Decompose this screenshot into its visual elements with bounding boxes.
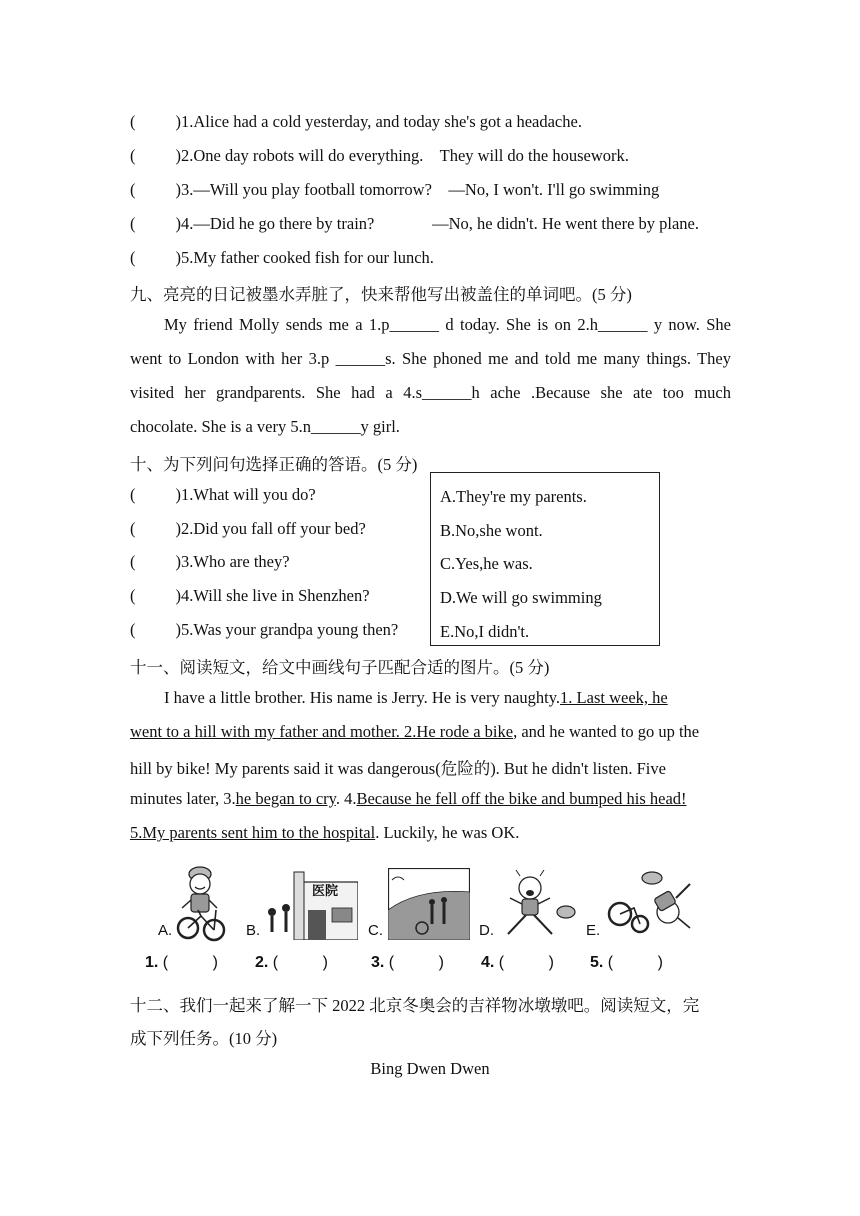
statement-text: )3.—Will you play football tomorrow? —No, I won't. I'll go swimming <box>175 180 660 199</box>
answer-bracket: ( <box>130 180 136 199</box>
section8-item-5 <box>130 248 434 268</box>
passage-line-4: chocolate. She is a very 5.n______y girl. <box>130 417 400 436</box>
section12-heading-line-1: 十二、我们一起来了解一下 2022 北京冬奥会的吉祥物冰墩墩吧。阅读短文，完 <box>130 996 700 1015</box>
hospital-picture <box>264 864 358 940</box>
picture-label-b: B. <box>246 922 261 939</box>
section10-question-4 <box>130 586 370 606</box>
section11-heading: 十一、阅读短文，给文中画线句子匹配合适的图片。(5 分) <box>130 658 550 677</box>
picture-answer-3 <box>371 954 444 972</box>
boy-on-bike-picture <box>176 858 226 942</box>
answer-number: 3. <box>371 954 385 971</box>
section9-heading: 九、亮亮的日记被墨水弄脏了，快来帮他写出被盖住的单词吧。(5 分) <box>130 285 632 304</box>
picture-answer-2 <box>255 954 328 972</box>
passage-line-3: visited her grandparents. She had a 4.s______h ache .Because she ate too much <box>130 383 731 402</box>
section8-item-4 <box>130 214 699 234</box>
option-e: E.No,I didn't. <box>440 622 530 641</box>
passage-line-2 <box>130 722 699 742</box>
section10-question-1 <box>130 485 316 505</box>
hospital-sign: 医院 <box>312 884 339 899</box>
passage-text: minutes later, 3. <box>130 789 236 808</box>
picture-label-c: C. <box>368 922 383 939</box>
section12-heading-line-2: 成下列任务。(10 分) <box>130 1029 278 1048</box>
answer-bracket: ( <box>130 620 136 639</box>
option-b: B.No,she wont. <box>440 521 543 540</box>
passage-line-3: hill by bike! My parents said it was dangerous(危险的). But he didn't listen. Five <box>130 759 666 778</box>
passage-line-1 <box>164 688 668 708</box>
question-text: )1.What will you do? <box>175 485 316 504</box>
question-text: )4.Will she live in Shenzhen? <box>175 586 370 605</box>
section8-item-3 <box>130 180 659 200</box>
passage-text: . 4. <box>335 789 357 808</box>
question-text: )2.Did you fall off your bed? <box>175 519 366 538</box>
option-d: D.We will go swimming <box>440 588 602 607</box>
picture-answer-1 <box>145 954 218 972</box>
answer-bracket: ( <box>130 248 136 267</box>
family-hiking-picture <box>388 868 470 940</box>
statement-text: )4.—Did he go there by train? —No, he didn't. He went there by plane. <box>175 214 700 233</box>
underlined-sentence-3: he began to cry <box>235 789 336 808</box>
answer-blank[interactable]: ( ) <box>607 954 663 971</box>
answer-number: 1. <box>145 954 159 971</box>
picture-answer-4 <box>481 954 554 972</box>
answer-bracket: ( <box>130 485 136 504</box>
passage-text: , and he wanted to go up the <box>513 722 700 741</box>
answer-blank[interactable]: ( ) <box>272 954 328 971</box>
question-text: )5.Was your grandpa young then? <box>175 620 399 639</box>
answer-bracket: ( <box>130 552 136 571</box>
answer-number: 4. <box>481 954 495 971</box>
answer-bracket: ( <box>130 586 136 605</box>
answer-blank[interactable]: ( ) <box>388 954 444 971</box>
section10-question-5 <box>130 620 398 640</box>
section8-item-2 <box>130 146 629 166</box>
passage-line-1: My friend Molly sends me a 1.p______ d today. She is on 2.h______ y now. She <box>164 315 731 334</box>
boy-falling-off-bike-picture <box>606 868 694 940</box>
crying-boy-picture <box>498 868 580 940</box>
answer-bracket: ( <box>130 519 136 538</box>
answer-blank[interactable]: ( ) <box>498 954 554 971</box>
passage-title: Bing Dwen Dwen <box>370 1059 490 1078</box>
answer-options-box <box>430 472 660 646</box>
passage-text: . Luckily, he was OK. <box>375 823 520 842</box>
statement-text: )5.My father cooked fish for our lunch. <box>175 248 434 267</box>
picture-label-a: A. <box>158 922 173 939</box>
statement-text: )1.Alice had a cold yesterday, and today she's got a headache. <box>175 112 582 131</box>
section10-heading: 十、为下列问句选择正确的答语。(5 分) <box>130 455 418 474</box>
picture-label-e: E. <box>586 922 601 939</box>
section8-item-1 <box>130 112 582 132</box>
answer-bracket: ( <box>130 214 136 233</box>
answer-number: 2. <box>255 954 269 971</box>
answer-number: 5. <box>590 954 604 971</box>
picture-answer-5 <box>590 954 663 972</box>
passage-line-2: went to London with her 3.p ______s. She phoned me and told me many things. They <box>130 349 731 368</box>
option-a: A.They're my parents. <box>440 487 587 506</box>
underlined-sentence-4: Because he fell off the bike and bumped his head! <box>356 789 687 808</box>
section10-question-3 <box>130 552 290 572</box>
answer-bracket: ( <box>130 146 136 165</box>
option-c: C.Yes,he was. <box>440 554 533 573</box>
passage-text: I have a little brother. His name is Jerry. He is very naughty. <box>164 688 561 707</box>
picture-label-d: D. <box>479 922 494 939</box>
statement-text: )2.One day robots will do everything. They will do the housework. <box>175 146 629 165</box>
section10-question-2 <box>130 519 366 539</box>
underlined-sentence-1: 1. Last week, he <box>560 688 668 707</box>
question-text: )3.Who are they? <box>175 552 290 571</box>
underlined-sentence-2: went to a hill with my father and mother. 2.He rode a bike <box>130 722 514 741</box>
passage-line-5 <box>130 823 519 843</box>
answer-blank[interactable]: ( ) <box>162 954 218 971</box>
underlined-sentence-5: 5.My parents sent him to the hospital <box>130 823 376 842</box>
answer-bracket: ( <box>130 112 136 131</box>
passage-line-4 <box>130 789 687 809</box>
